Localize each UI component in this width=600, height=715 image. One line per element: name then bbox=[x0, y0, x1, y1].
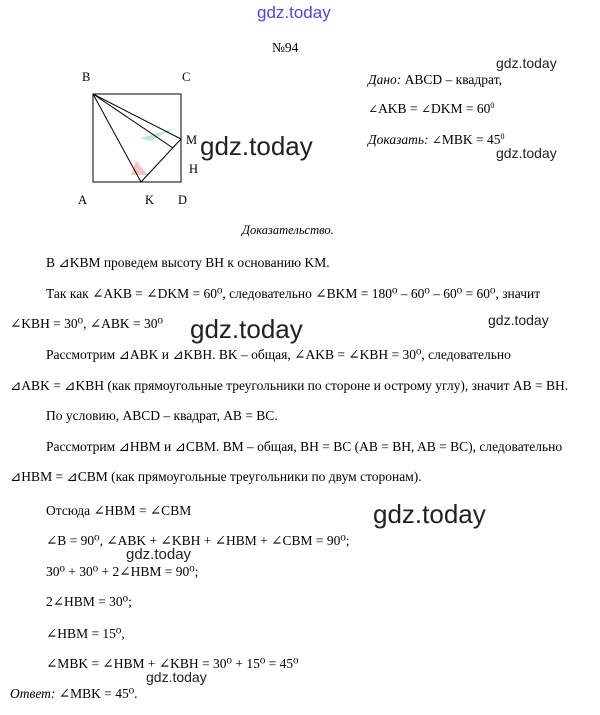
segment-km bbox=[141, 139, 181, 182]
watermark-given-top: gdz.today bbox=[496, 55, 557, 71]
answer-label: Ответ: bbox=[10, 686, 56, 701]
proof-line-10: ∠B = 90⁰, ∠ABK + ∠KBH + ∠HBM + ∠CBM = 90⁰; bbox=[46, 533, 350, 548]
segment-bm bbox=[93, 94, 181, 139]
label-c: C bbox=[182, 70, 191, 84]
given-line1-text: ABCD – квадрат, bbox=[404, 72, 502, 87]
given-label: Дано: bbox=[368, 72, 402, 87]
watermark-bottom: gdz.today bbox=[146, 669, 207, 685]
proof-line-5: ⊿ABK = ⊿KBH (как прямоугольные треугольники по стороне и острому углу), значит AB = BH. bbox=[10, 378, 569, 393]
answer-text: ∠MBK = 45⁰. bbox=[58, 686, 138, 701]
proof-line-11: 30⁰ + 30⁰ + 2∠HBM = 90⁰; bbox=[46, 564, 199, 579]
label-h: H bbox=[189, 162, 199, 176]
proof-line-1: В ⊿KBM проведем высоту BH к основанию KM. bbox=[46, 255, 330, 270]
watermark-top: gdz.today bbox=[257, 3, 331, 22]
watermark-mid-left: gdz.today bbox=[190, 314, 303, 344]
problem-number: №94 bbox=[272, 40, 299, 55]
proof-line-13: ∠HBM = 15⁰, bbox=[46, 626, 125, 641]
angle-icon: ∠ bbox=[431, 133, 442, 147]
proof-line-14: ∠MBK = ∠HBM + ∠KBH = 30⁰ + 15⁰ = 45⁰ bbox=[46, 656, 299, 671]
angle-icon: ∠ bbox=[420, 102, 431, 116]
degree-sup: 0 bbox=[490, 101, 495, 110]
given-line-2 bbox=[368, 101, 494, 117]
degree-sup: 0 bbox=[500, 132, 505, 141]
proof-line-7: Рассмотрим ⊿HBM и ⊿CBM. BM – общая, BH = BC (AB = BH, AB = BC), следовательно bbox=[46, 439, 563, 454]
answer-line bbox=[10, 686, 138, 702]
angle-icon: ∠ bbox=[368, 102, 379, 116]
proof-line-8: ⊿HBM = ⊿CBM (как прямоугольные треугольники по двум сторонам). bbox=[10, 469, 422, 484]
label-m: M bbox=[186, 133, 198, 147]
watermark-figure: gdz.today bbox=[200, 131, 313, 161]
label-d: D bbox=[178, 193, 188, 207]
segment-bh bbox=[93, 94, 173, 148]
watermark-lower-right: gdz.today bbox=[373, 499, 486, 529]
watermark-mid-right: gdz.today bbox=[488, 312, 549, 328]
proof-line-9: Отсюда ∠HBM = ∠CBM bbox=[46, 503, 192, 518]
label-k: K bbox=[145, 193, 155, 207]
watermark-lower-left: gdz.today bbox=[126, 546, 192, 563]
given-line-1 bbox=[368, 72, 502, 88]
proof-line-4: Рассмотрим ⊿ABK и ⊿KBH. BK – общая, ∠AKB = ∠KBH = 30⁰, следовательно bbox=[46, 347, 511, 362]
proof-title: Доказательство. bbox=[242, 223, 334, 237]
proof-line-2: Так как ∠AKB = ∠DKM = 60⁰, следовательно ∠BKM = 180⁰ – 60⁰ – 60⁰ = 60⁰, значит bbox=[46, 286, 541, 301]
segment-bk bbox=[93, 94, 141, 182]
label-b: B bbox=[82, 70, 91, 84]
given-line2-b: DKM = 60 bbox=[431, 101, 491, 116]
prove-line bbox=[368, 132, 505, 148]
watermark-given-bottom: gdz.today bbox=[496, 145, 557, 161]
prove-text: MBK = 45 bbox=[441, 132, 501, 147]
label-a: A bbox=[78, 193, 88, 207]
proof-line-12: 2∠HBM = 30⁰; bbox=[46, 594, 132, 609]
given-line2-a: AKB = bbox=[378, 101, 421, 116]
proof-line-3: ∠KBH = 30⁰, ∠ABK = 30⁰ bbox=[10, 316, 163, 331]
prove-label: Доказать: bbox=[368, 132, 429, 147]
proof-line-6: По условию, ABCD – квадрат, AB = BC. bbox=[46, 408, 278, 423]
